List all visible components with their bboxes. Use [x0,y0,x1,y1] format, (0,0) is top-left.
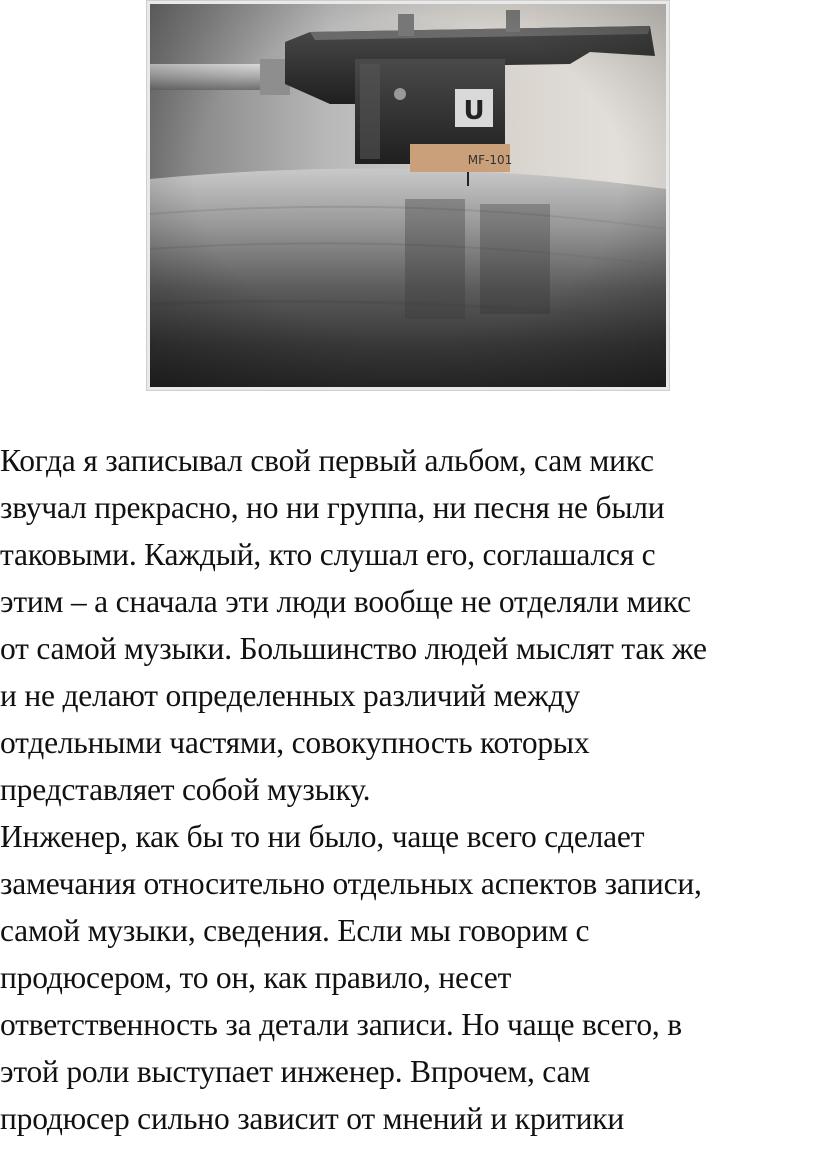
text-line: этой роли выступает инженер. Впрочем, сам [0,1054,590,1089]
text-line: Инженер, как бы то ни было, чаще всего сделает [0,819,645,854]
text-line: этим – а сначала эти люди вообще не отделяли микс [0,584,691,619]
turntable-stylus-image [150,4,666,387]
text-line: замечания относительно отдельных аспектов записи, [0,866,702,901]
text-line: самой музыки, сведения. Если мы говорим с [0,913,590,948]
text-line: таковыми. Каждый, кто слушал его, соглашался с [0,537,656,572]
text-line: представляет собой музыку. [0,772,371,807]
turntable-photo [147,1,669,390]
text-line: Когда я записывал свой первый альбом, сам микс [0,443,654,478]
text-line: продюсером, то он, как правило, несет [0,960,512,995]
text-line: звучал прекрасно, но ни группа, ни песня не были [0,490,665,525]
text-line: ответственность за детали записи. Но чаще всего, в [0,1007,682,1042]
text-line: и не делают определенных различий между [0,678,580,713]
text-line: отдельными частями, совокупность которых [0,725,590,760]
article-text [0,437,812,1142]
text-line: от самой музыки. Большинство людей мыслят так же [0,631,707,666]
text-line: продюсер сильно зависит от мнений и критики [0,1101,625,1136]
